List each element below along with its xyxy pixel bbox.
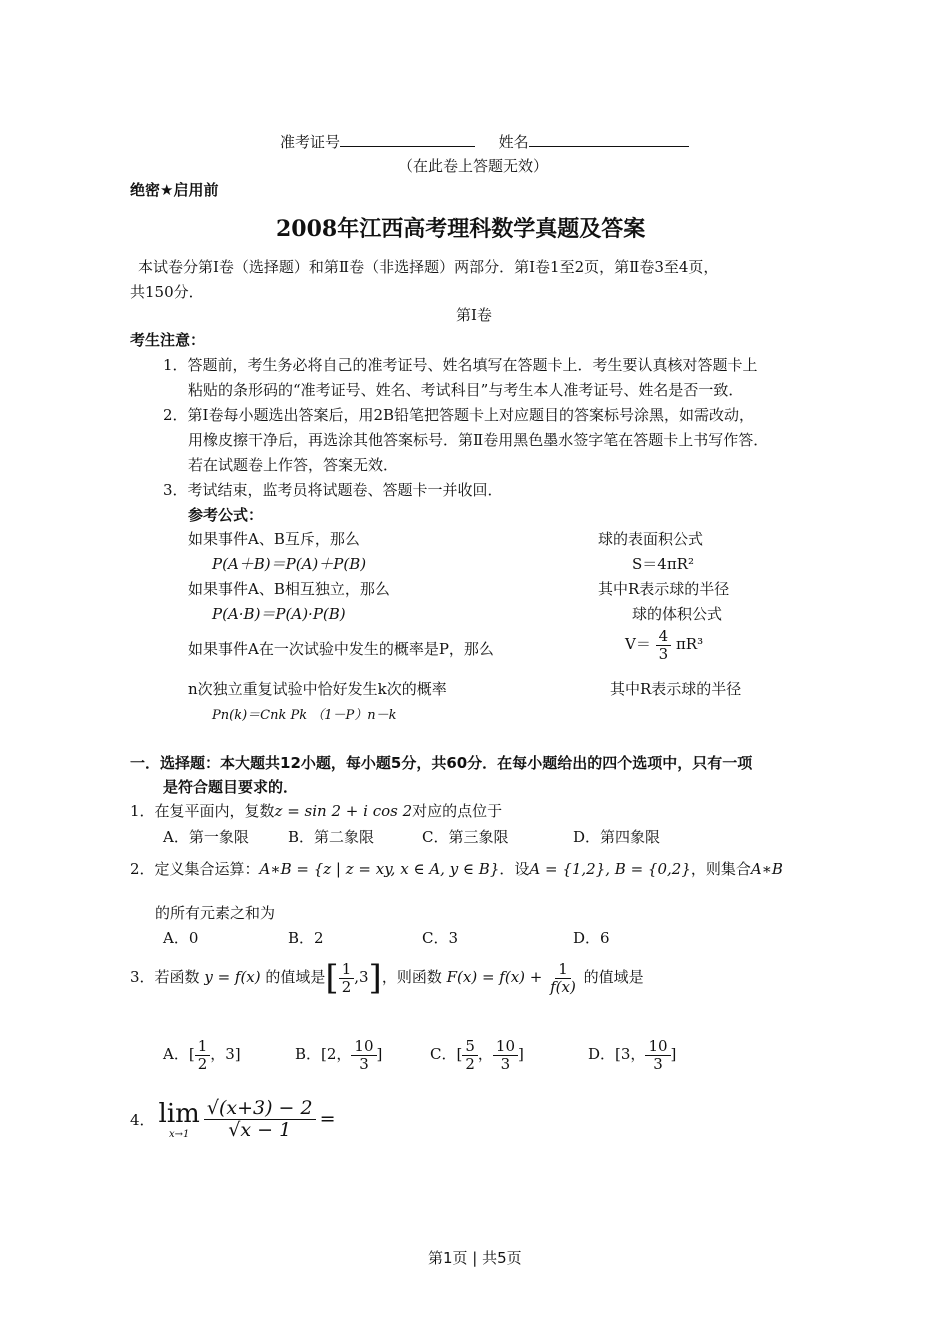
- fraction: $\frac{4}{3}$: [656, 628, 672, 662]
- fraction: $\frac{10}{3}$: [351, 1038, 376, 1072]
- invalid-note: （在此卷上答题无效）: [398, 157, 549, 175]
- exam-id-line: [280, 131, 689, 152]
- notice-item: 若在试题卷上作答，答案无效．: [188, 456, 399, 474]
- formula-heading: 参考公式：: [188, 506, 264, 524]
- formula-right: 球的体积公式: [632, 605, 723, 623]
- fraction: $\frac{10}{3}$: [645, 1038, 670, 1072]
- exam-id-label: 准考证号: [280, 133, 341, 151]
- question-3-stem: 3．若函数 y = f(x) 的值域是[ $\frac{1}{2}$ ,3]，则函数 F(x) = f(x) + $\frac{1}{f(x)}$ 的值域是: [130, 958, 644, 998]
- notice-item: 2．第Ⅰ卷每小题选出答案后，用2B铅笔把答题卡上对应题目的答案标号涂黑，如需改动，: [163, 406, 755, 424]
- q2-stem-cont: 的所有元素之和为: [155, 904, 276, 922]
- q3-option-c: C．[ $\frac{5}{2}$ ， $\frac{10}{3}$ ]: [430, 1037, 524, 1073]
- fraction: $\frac{1}{2}$: [339, 961, 355, 995]
- question-2-stem: 2．定义集合运算：A∗B = {z | z = xy, x ∈ A, y ∈ B}．设A = {1,2}, B = {0,2}，则集合A∗B: [130, 860, 783, 878]
- formula-right: 球的表面积公式: [598, 530, 704, 548]
- q3-option-a: A．[ $\frac{1}{2}$ ，3]: [163, 1037, 241, 1073]
- formula-right: 其中R表示球的半径: [598, 580, 730, 598]
- formula-right: 其中R表示球的半径: [610, 680, 742, 698]
- fraction: $\frac{√(x+3) - 2}{√x - 1}$: [204, 1098, 316, 1141]
- formula-left: Pn(k)＝Cnk Pk （1－P）n－k: [212, 708, 397, 723]
- q1-expr: z = sin 2 + i cos 2: [274, 802, 413, 820]
- name-label: 姓名: [498, 133, 529, 151]
- q1-option-c: C．第三象限: [422, 828, 509, 846]
- name-blank[interactable]: [529, 132, 689, 147]
- fraction: $\frac{1}{2}$: [195, 1038, 211, 1072]
- sphere-volume-formula: V＝ $\frac{4}{3}$ πR³: [625, 627, 704, 663]
- q1-option-b: B．第二象限: [288, 828, 375, 846]
- formula-left: P(A·B)＝P(A)·P(B): [212, 605, 346, 623]
- notice-item: 粘贴的条形码的“准考证号、姓名、考试科目”与考生本人准考证号、姓名是否一致．: [188, 381, 744, 399]
- q2-option-a: A．0: [163, 929, 199, 947]
- formula-left: 如果事件A在一次试验中发生的概率是P，那么: [188, 640, 494, 658]
- page-footer: 第1页 | 共5页: [428, 1249, 522, 1267]
- q2-option-c: C．3: [422, 929, 459, 947]
- formula-left: n次独立重复试验中恰好发生k次的概率: [188, 680, 447, 698]
- q3-f1: y = f(x): [204, 968, 261, 986]
- formula-right: S＝4πR²: [632, 555, 694, 573]
- q2-expr2: A∗B: [750, 860, 783, 878]
- limit-operator: lim x→1: [158, 1098, 200, 1140]
- formula-left: P(A＋B)＝P(A)＋P(B): [212, 555, 367, 573]
- exam-id-blank[interactable]: [340, 132, 475, 147]
- q2-expr: A∗B = {z | z = xy, x ∈ A, y ∈ B}: [259, 860, 500, 878]
- q3-option-b: B．[2， $\frac{10}{3}$ ]: [295, 1037, 383, 1073]
- question-4: 4． lim x→1 $\frac{√(x+3) - 2}{√x - 1}$ =: [130, 1097, 336, 1141]
- fraction: $\frac{1}{f(x)}$: [550, 960, 576, 996]
- secret-label: 绝密★启用前: [130, 181, 219, 199]
- fraction: $\frac{10}{3}$: [493, 1038, 518, 1072]
- q2-sets: A = {1,2}, B = {0,2}: [529, 860, 691, 878]
- q3-f2: F(x) = f(x) +: [446, 968, 543, 986]
- notice-item: 1．答题前，考生务必将自己的准考证号、姓名填写在答题卡上．考生要认真核对答题卡上: [163, 356, 758, 374]
- intro-line-2: 共150分．: [130, 283, 204, 301]
- volume-label: 第Ⅰ卷: [456, 306, 492, 324]
- notice-item: 3．考试结束，监考员将试题卷、答题卡一并收回．: [163, 481, 503, 499]
- formula-left: 如果事件A、B互斥，那么: [188, 530, 360, 548]
- question-1-stem: 1．在复平面内，复数z = sin 2 + i cos 2对应的点位于: [130, 802, 503, 820]
- fraction: $\frac{5}{2}$: [462, 1038, 478, 1072]
- notice-heading: 考生注意：: [130, 331, 206, 349]
- q1-option-a: A．第一象限: [163, 828, 249, 846]
- q3-option-d: D．[3， $\frac{10}{3}$ ]: [588, 1037, 677, 1073]
- section-heading-cont: 是符合题目要求的．: [163, 778, 299, 796]
- formula-left: 如果事件A、B相互独立，那么: [188, 580, 390, 598]
- q2-option-d: D．6: [573, 929, 610, 947]
- q2-option-b: B．2: [288, 929, 324, 947]
- notice-item: 用橡皮擦干净后，再选涂其他答案标号．第Ⅱ卷用黑色墨水签字笔在答题卡上书写作答．: [188, 431, 769, 449]
- section-heading: 一．选择题：本大题共12小题，每小题5分，共60分．在每小题给出的四个选项中，只有一项: [130, 754, 753, 772]
- q1-option-d: D．第四象限: [573, 828, 661, 846]
- page-title: 2008年江西高考理科数学真题及答案: [276, 216, 646, 242]
- intro-line-1: 本试卷分第Ⅰ卷（选择题）和第Ⅱ卷（非选择题）两部分．第Ⅰ卷1至2页，第Ⅱ卷3至4页，: [138, 258, 719, 276]
